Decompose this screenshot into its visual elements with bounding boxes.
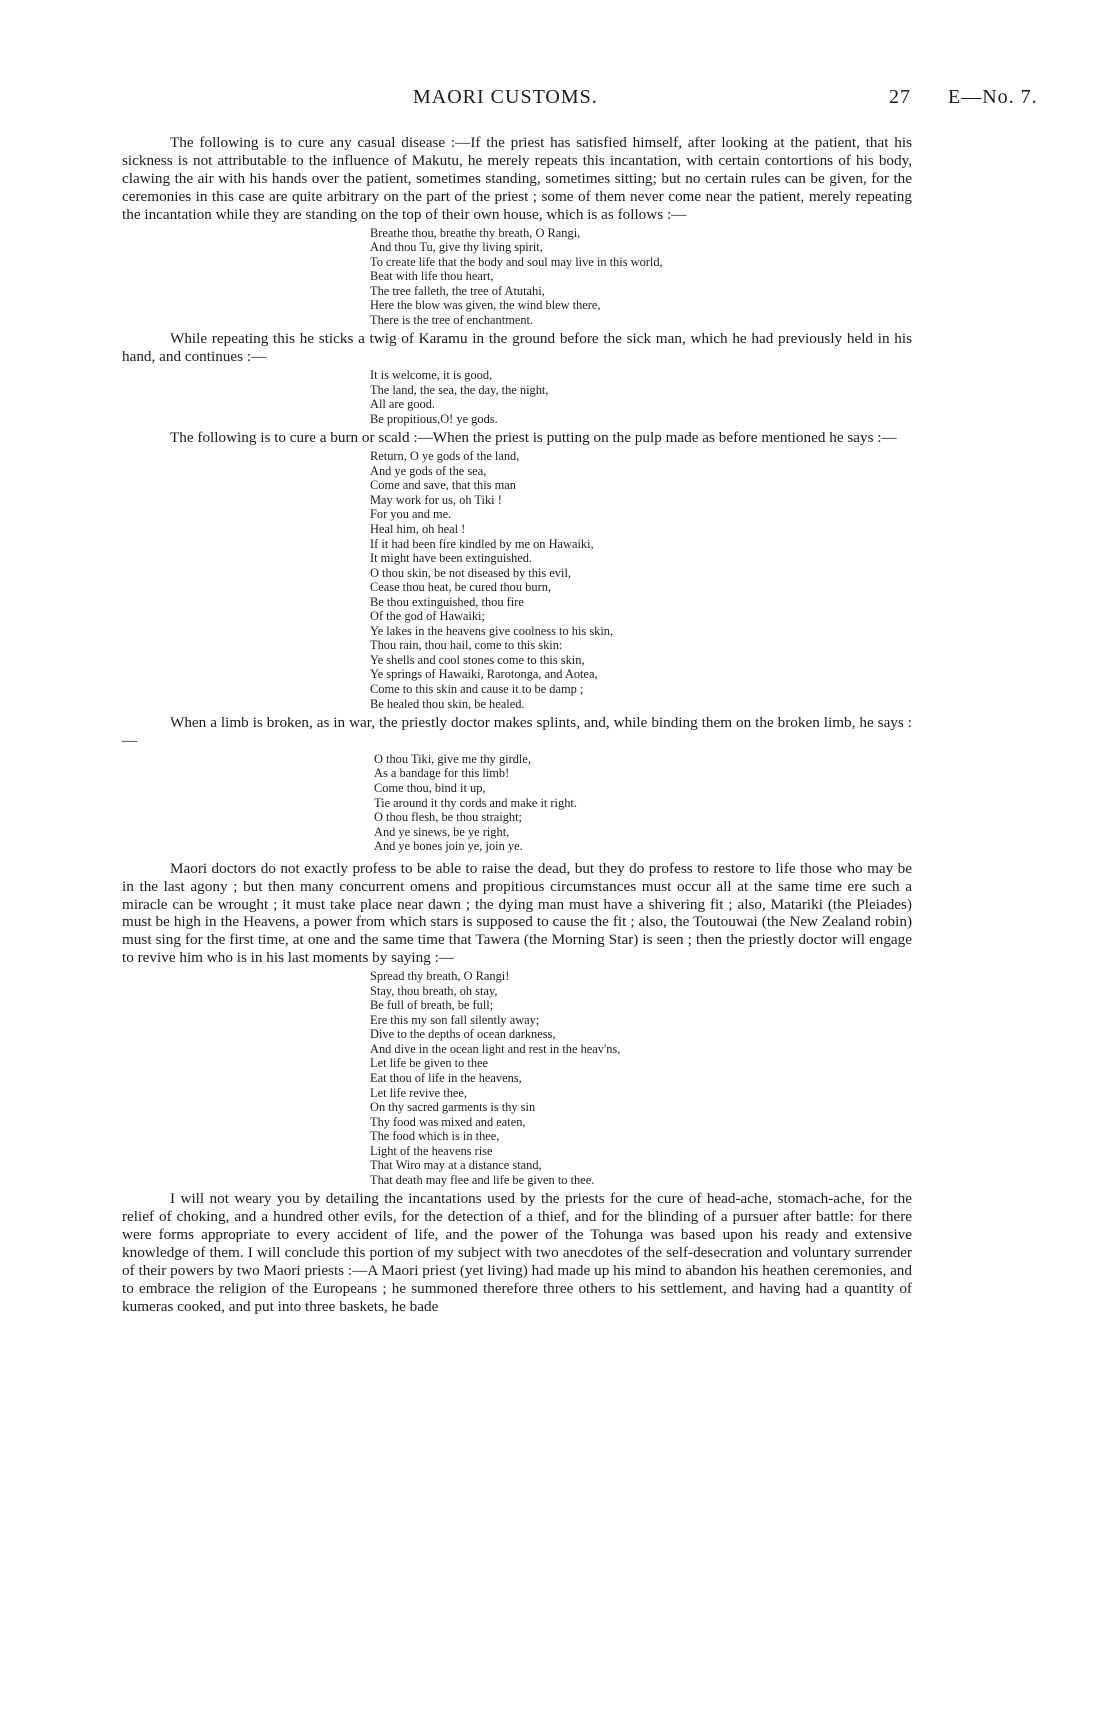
page-number: 27 bbox=[889, 86, 911, 108]
verse-line: Ye lakes in the heavens give coolness to his skin, bbox=[370, 623, 614, 638]
verse-line: Return, O ye gods of the land, bbox=[370, 449, 520, 464]
verse-line: Eat thou of life in the heavens, bbox=[370, 1071, 522, 1086]
verse-line: And ye sinews, be ye right, bbox=[374, 824, 510, 839]
verse-line: May work for us, oh Tiki ! bbox=[370, 492, 502, 507]
paragraph-conclusion: I will not weary you by detailing the incantations used by the priests for the cure of head-ache, stomach-ache, for the relief of choking, and a hundred other evils, for the detection of a thief, and for the blinding of a pursuer after battle: for there were forms appropriate to every accident of life, and the power of the Tohunga was based upon his ready and extensive knowledge of them. I will conclude this portion of my subject with two anecdotes of the self-desecration and voluntary surrender of their powers by two Maori priests :—A Maori priest (yet living) had made up his mind to abandon his heathen ceremonies, and to embrace the religion of the Europeans ; he summoned therefore three others to his settlement, and having had a quantity of kumeras cooked, and put into three baskets, he bade bbox=[122, 1190, 912, 1315]
paragraph-restore-life: Maori doctors do not exactly profess to be able to raise the dead, but they do profess to restore to life those who may be in the last agony ; but then many concurrent omens and propitious circumstances must occur all at the same time ere such a miracle can be wrought ; it must take place near dawn ; the dying man must have a shivering fit ; also, Matariki (the Pleiades) must be high in the Heavens, a power from which stars is supposed to cause the fit ; also, the Toutouwai (the New Zealand robin) must sing for the first time, at one and the same time that Tawera (the Morning Star) is seen ; then the priestly doctor will engage to revive him who is in his last moments by saying :— bbox=[122, 859, 912, 967]
verse-line: Be healed thou skin, be healed. bbox=[370, 696, 525, 711]
incantation-revive bbox=[370, 969, 912, 1187]
verse-line: That death may flee and life be given to thee. bbox=[370, 1172, 595, 1187]
verse-line: Heal him, oh heal ! bbox=[370, 522, 466, 536]
verse-line: Thou rain, thou hail, come to this skin: bbox=[370, 638, 563, 653]
verse-line: That Wiro may at a distance stand, bbox=[370, 1158, 542, 1173]
verse-line: O thou Tiki, give me thy girdle, bbox=[374, 751, 531, 766]
verse-line: The land, the sea, the day, the night, bbox=[370, 382, 549, 397]
verse-line: If it had been fire kindled by me on Hawaiki, bbox=[370, 536, 594, 551]
verse-line: And ye gods of the sea, bbox=[370, 463, 487, 478]
incantation-continuation bbox=[370, 368, 912, 426]
verse-line: All are good. bbox=[370, 397, 436, 412]
verse-line: O thou flesh, be thou straight; bbox=[374, 810, 522, 825]
verse-line: Come to this skin and cause it to be damp ; bbox=[370, 682, 584, 697]
verse-line: Ye springs of Hawaiki, Rarotonga, and Aotea, bbox=[370, 667, 598, 682]
verse-line: Come thou, bind it up, bbox=[374, 781, 486, 796]
verse-line: Let life revive thee, bbox=[370, 1085, 468, 1100]
verse-line: It might have been extinguished. bbox=[370, 551, 533, 566]
paragraph-burn-scald: The following is to cure a burn or scald :—When the priest is putting on the pulp made as before mentioned he says :— bbox=[170, 429, 897, 447]
verse-line: Light of the heavens rise bbox=[370, 1143, 493, 1158]
verse-line: And dive in the ocean light and rest in the heav'ns, bbox=[370, 1041, 621, 1056]
verse-line: And thou Tu, give thy living spirit, bbox=[370, 240, 543, 255]
verse-line: Spread thy breath, O Rangi! bbox=[370, 969, 510, 984]
verse-line: On thy sacred garments is thy sin bbox=[370, 1100, 536, 1115]
verse-line: Of the god of Hawaiki; bbox=[370, 609, 485, 624]
verse-line: Tie around it thy cords and make it right. bbox=[374, 795, 577, 810]
page-header bbox=[0, 86, 1114, 112]
verse-line: Cease thou heat, be cured thou burn, bbox=[370, 580, 551, 595]
verse-line: Dive to the depths of ocean darkness, bbox=[370, 1027, 556, 1042]
verse-line: Breathe thou, breathe thy breath, O Rangi, bbox=[370, 225, 581, 240]
verse-line: Be propitious,O! ye gods. bbox=[370, 411, 498, 426]
verse-line: Stay, thou breath, oh stay, bbox=[370, 983, 498, 998]
document-reference: E—No. 7. bbox=[948, 86, 1038, 108]
verse-line: O thou skin, be not diseased by this evil, bbox=[370, 565, 571, 580]
paragraph-karamu-twig: While repeating this he sticks a twig of Karamu in the ground before the sick man, which he had previously held in his hand, and continues :— bbox=[122, 330, 912, 366]
verse-line: The tree falleth, the tree of Atutahi, bbox=[370, 283, 545, 298]
verse-line: And ye bones join ye, join ye. bbox=[374, 839, 523, 854]
paragraph-broken-limb: When a limb is broken, as in war, the priestly doctor makes splints, and, while binding them on the broken limb, he says :— bbox=[122, 714, 912, 750]
incantation-burn-scald bbox=[370, 449, 912, 711]
incantation-broken-limb bbox=[374, 752, 912, 854]
verse-line: Let life be given to thee bbox=[370, 1056, 489, 1071]
verse-line: Come and save, that this man bbox=[370, 478, 516, 493]
verse-line: Here the blow was given, the wind blew there, bbox=[370, 298, 601, 313]
verse-line: Ere this my son fall silently away; bbox=[370, 1012, 540, 1027]
incantation-casual-disease bbox=[370, 226, 912, 328]
verse-line: Beat with life thou heart, bbox=[370, 269, 494, 284]
verse-line: The food which is in thee, bbox=[370, 1129, 500, 1144]
verse-line: It is welcome, it is good, bbox=[370, 368, 493, 383]
verse-line: Be full of breath, be full; bbox=[370, 998, 494, 1013]
page-body bbox=[122, 134, 912, 1316]
verse-line: Be thou extinguished, thou fire bbox=[370, 594, 524, 609]
verse-line: Ye shells and cool stones come to this skin, bbox=[370, 652, 585, 667]
running-title: MAORI CUSTOMS. bbox=[413, 86, 598, 108]
paragraph-casual-disease: The following is to cure any casual disease :—If the priest has satisfied himself, after looking at the patient, that his sickness is not attributable to the influence of Makutu, he merely repeats this incantation, with certain contortions of his body, clawing the air with his hands over the patient, sometimes standing, sometimes sitting; but no certain rules can be given, for the ceremonies in this case are quite arbitrary on the part of the priest ; some of them never come near the patient, merely repeating the incantation while they are standing on the top of their own house, which is as follows :— bbox=[122, 134, 912, 223]
verse-line: There is the tree of enchantment. bbox=[370, 312, 534, 327]
verse-line: For you and me. bbox=[370, 507, 452, 522]
verse-line: As a bandage for this limb! bbox=[374, 766, 510, 781]
verse-line: To create life that the body and soul may live in this world, bbox=[370, 254, 663, 269]
verse-line: Thy food was mixed and eaten, bbox=[370, 1114, 526, 1129]
